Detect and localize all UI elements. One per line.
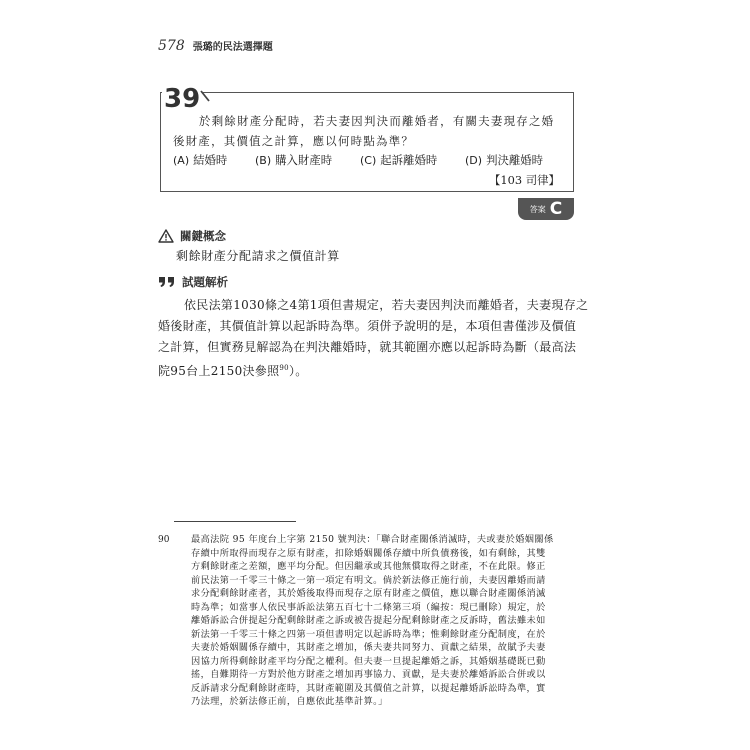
analysis-paragraph: [158, 295, 589, 382]
key-concept-heading-text: 關鍵概念: [180, 229, 226, 243]
footnote-line: 乃法理，於新法修正前，自應依此基準計算。」: [191, 696, 388, 707]
option-d: [465, 152, 543, 168]
page-header: [158, 38, 273, 54]
footnote-line: 離婚訴訟合併提起分配剩餘財產之訴或被告提起分配剩餘財產之反訴時，舊法雖未如: [191, 615, 546, 626]
quote-icon: [158, 276, 176, 288]
option-c-text: 起訴離婚時: [380, 153, 438, 167]
footnote-divider: [174, 521, 296, 522]
footnote-line: 存續中所取得而現存之原有財產，扣除婚姻關係存續中所負債務後，如有剩餘，其雙: [191, 547, 546, 559]
analysis-line: 依民法第1030條之4第1項但書規定，若夫妻因判決而離婚者，夫妻現存之: [184, 298, 589, 312]
answer-letter: C: [549, 198, 563, 219]
key-concept-heading: [158, 228, 226, 244]
answer-tab: [518, 198, 574, 220]
key-concept-text: 剩餘財產分配請求之價值計算: [176, 249, 340, 263]
question-number: 39: [164, 84, 201, 114]
book-title: 張璐的民法選擇題: [192, 42, 273, 53]
option-b-text: 購入財產時: [275, 153, 333, 167]
footnote-line: 方剩餘財產之差額，應平均分配。但因繼承或其他無償取得之財產，不在此限。修正: [191, 561, 546, 572]
footnote-number: 90: [158, 535, 170, 545]
option-b: [255, 152, 332, 168]
number-tick-icon: [200, 90, 210, 102]
question-stem-line-1: 於剩餘財產分配時，若夫妻因判決而離婚者，有關夫妻現存之婚: [199, 114, 555, 128]
footnote-line: 因協力所得剩餘財產平均分配之權利。但夫妻一旦提起離婚之訴，其婚姻基礎既已動: [191, 655, 546, 667]
answer-label: 答案: [529, 204, 546, 214]
analysis-last-end: ）。: [288, 364, 308, 378]
footnote-line: 前民法第一千零三十條之一第一項定有明文。倘於新法修正施行前，夫妻因離婚而請: [191, 574, 546, 586]
warning-icon: [158, 229, 174, 243]
page-number: 578: [158, 38, 185, 54]
option-d-text: 判決離婚時: [486, 153, 544, 167]
footnote-line: 新法第一千零三十條之四第一項但書明定以起訴時為準；惟剩餘財產分配制度，在於: [191, 628, 546, 640]
exam-source: 【103 司律】: [489, 173, 560, 187]
option-c-letter: (C): [360, 153, 377, 167]
analysis-line: 婚後財產，其價值計算以起訴時為準。須併予說明的是，本項但書僅涉及價值: [158, 319, 577, 333]
footnote-line: 求分配剩餘財產者，其於婚後取得而現存之原有財產之價值，應以聯合財產關係消滅: [191, 588, 546, 599]
footnote-body: [191, 533, 583, 709]
footnote-reference: 90: [279, 364, 289, 372]
footnote-line: 時為準；如當事人依民事訴訟法第五百七十二條第三項（編按：現已刪除）規定，於: [191, 601, 546, 613]
option-a-letter: (A): [173, 153, 190, 167]
footnote-line: 反訴請求分配剩餘財產時，其財產範圍及其價值之計算，以提起離婚訴訟時為準，實: [191, 682, 546, 694]
question-stem-line-2: 後財產，其價值之計算，應以何時點為準？: [173, 134, 415, 148]
footnote-line: 搖，自難期待一方對於他方財產之增加再事協力、貢獻，是夫妻於離婚訴訟合併或以: [191, 669, 546, 680]
option-b-letter: (B): [255, 153, 272, 167]
option-d-letter: (D): [465, 153, 483, 167]
footnote-line: 夫妻於婚姻關係存續中，其財產之增加，係夫妻共同努力、貢獻之結果，故賦予夫妻: [191, 642, 546, 653]
analysis-line-last: [158, 358, 582, 382]
analysis-heading: [158, 274, 228, 290]
option-a: [173, 152, 227, 168]
option-a-text: 結婚時: [193, 153, 228, 167]
footnote-line: 最高法院 95 年度台上字第 2150 號判決：「聯合財產關係消滅時，夫或妻於婚姻關係: [191, 534, 554, 545]
analysis-heading-text: 試題解析: [182, 275, 228, 289]
option-c: [360, 152, 437, 168]
analysis-last-text: 院95台上2150決參照: [158, 364, 280, 378]
analysis-line: 之計算，但實務見解認為在判決離婚時，就其範圍亦應以起訴時為斷（最高法: [158, 340, 577, 354]
